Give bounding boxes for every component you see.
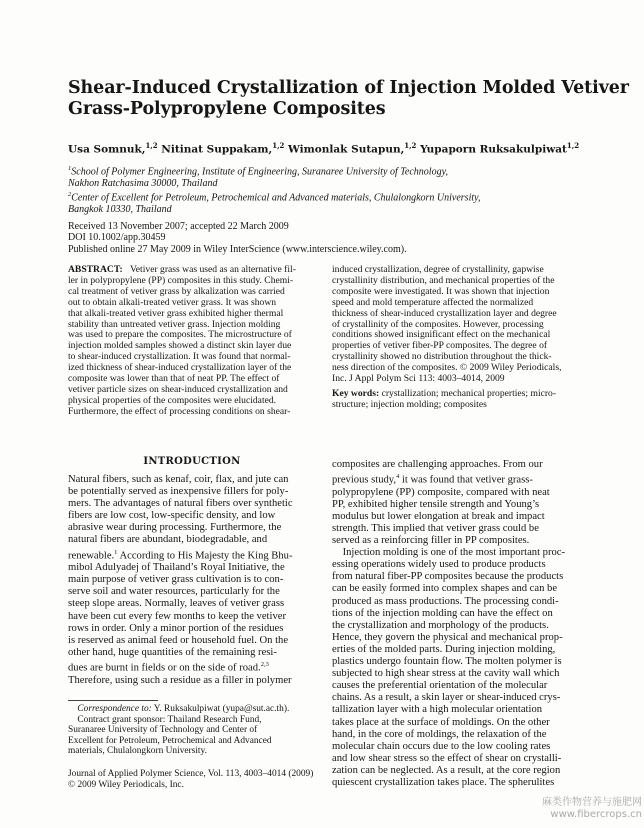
journal-info xyxy=(68,769,316,790)
correspondence-line xyxy=(68,704,316,715)
body-line xyxy=(68,474,316,486)
body-line xyxy=(332,620,582,632)
abstract-line: Inc. J Appl Polym Sci 113: 4003–4014, 2009 xyxy=(332,373,505,385)
body-line xyxy=(332,741,582,753)
body-text: modulus but lower elongation at break and impact xyxy=(332,510,545,522)
author-name: Usa Somnuk, xyxy=(68,143,146,156)
body-text: quiescent crystallization takes place. The spherulites xyxy=(332,776,555,788)
abstract-label: ABSTRACT: xyxy=(68,264,123,275)
body-text: According to His Majesty the King Bhu- xyxy=(117,550,293,562)
body-line xyxy=(68,486,316,498)
abstract-line: speed and mold temperature affected the normalized xyxy=(332,296,534,308)
abstract-line: properties of vetiver fiber-PP composites. The degree of xyxy=(332,340,548,352)
body-text: takes place at the surface of moldings. On the other xyxy=(332,716,550,728)
body-text: causes the preferential orientation of the molecular xyxy=(332,680,548,692)
grant-line: Excellent for Petroleum, Petrochemical and Advanced xyxy=(68,735,272,746)
body-line xyxy=(332,753,582,765)
body-text: subjected to high shear stress at the cavity wall which xyxy=(332,668,560,680)
paper-title xyxy=(68,78,628,120)
body-line xyxy=(68,598,316,610)
body-text: it was found that vetiver grass- xyxy=(399,474,533,486)
body-text: tions of the injection molding can have the effect on xyxy=(332,607,553,619)
published-online: Published online 27 May 2009 in Wiley InterScience (www.interscience.wiley.com). xyxy=(68,243,407,255)
grant-sponsor xyxy=(68,715,316,757)
abstract-text: Vetiver grass was used as an alternative fil- xyxy=(129,264,296,275)
doi[interactable]: DOI 10.1002/app.30459 xyxy=(68,232,166,244)
abstract-text: out to obtain alkali-treated vetiver grass. It was shown xyxy=(68,296,277,308)
publication-dates xyxy=(68,221,628,255)
body-line xyxy=(68,623,316,635)
body-text: produced as mass productions. The processing condi- xyxy=(332,595,559,607)
body-text: chains. As a result, a skin layer or shear-induced crys- xyxy=(332,692,561,704)
body-text: previous study, xyxy=(332,474,397,486)
body-line xyxy=(332,656,582,668)
abstract-text: was used to prepare the composites. The microstructure of xyxy=(68,329,292,341)
body-text: main purpose of vetiver grass cultivation is to con- xyxy=(68,574,284,586)
body-text: be potentially served as inexpensive fillers for poly- xyxy=(68,486,289,498)
body-text: and low shear stress so the effect of shear on crystalli- xyxy=(332,752,562,764)
body-text: Injection molding is one of the most important proc- xyxy=(332,547,566,559)
abstract-line: conditions showed insignificant effect on the mechanical xyxy=(332,329,551,341)
grant-line: Contract grant sponsor: Thailand Research Fund, xyxy=(68,714,262,725)
affiliation-line: Nakhon Ratchasima 30000, Thailand xyxy=(68,177,218,189)
title-line-1: Shear-Induced Crystallization of Injection Molded Vetiver xyxy=(68,78,629,98)
body-text: composites are challenging approaches. From our xyxy=(332,459,543,470)
abstract-right xyxy=(332,265,580,385)
body-line xyxy=(332,535,582,547)
abstract-text: vetiver particle sizes on shear-induced crystallization and xyxy=(68,383,288,395)
abstract-text: Furthermore, the effect of processing conditions on shear- xyxy=(68,405,291,417)
body-text: zation can be neglected. As a result, at the core region xyxy=(332,764,561,776)
body-text: is reserved as animal feed or household fuel. On the xyxy=(68,634,289,646)
intro-left-column xyxy=(68,474,316,687)
body-text: polypropylene (PP) composite, compared with neat xyxy=(332,486,550,498)
body-line xyxy=(332,729,582,741)
body-line xyxy=(332,596,582,608)
abstract-line: induced crystallization, degree of crystallinity, gapwise xyxy=(332,264,544,275)
body-line xyxy=(332,680,582,692)
body-line xyxy=(332,717,582,729)
abstract-text: that alkali-treated vetiver grass exhibited higher thermal xyxy=(68,307,284,319)
author-affil-sup: 1,2 xyxy=(272,141,285,150)
body-text: served as a reinforcing filler in PP composites. xyxy=(332,535,530,547)
abstract-line: ness direction of the composites. © 2009 Wiley Periodicals, xyxy=(332,362,562,374)
body-text: can be easily formed into complex shapes and can be xyxy=(332,583,558,595)
abstract-text: to shear-induced crystallization. It was found that normal- xyxy=(68,351,291,363)
body-line xyxy=(68,659,316,675)
title-line-2: Grass-Polypropylene Composites xyxy=(68,99,386,119)
body-line xyxy=(332,523,582,535)
body-line xyxy=(332,644,582,656)
body-line xyxy=(68,635,316,647)
body-line xyxy=(68,498,316,510)
body-line xyxy=(332,559,582,571)
abstract-text: composite was lower than that of neat PP. The effect of xyxy=(68,373,280,385)
body-text: tallization layer with a high molecular orientation xyxy=(332,704,543,716)
body-line xyxy=(332,704,582,716)
body-line xyxy=(332,487,582,499)
body-text: other hand, huge quantities of the remaining resi- xyxy=(68,646,277,658)
author-name: Yupaporn Ruksakulpiwat xyxy=(420,143,567,156)
author-list xyxy=(68,141,628,156)
body-line xyxy=(332,692,582,704)
copyright: © 2009 Wiley Periodicals, Inc. xyxy=(68,779,184,790)
body-line xyxy=(332,777,582,789)
abstract-line: composite were investigated. It was shown that injection xyxy=(332,285,550,297)
body-text: dues are burnt in fields or on the side of road. xyxy=(68,662,261,674)
citation-sup[interactable]: 4 xyxy=(396,473,400,481)
body-line xyxy=(68,586,316,598)
body-line xyxy=(332,632,582,644)
citation-sup[interactable]: 2,3 xyxy=(260,660,269,668)
abstract-text: injection molded samples showed a distinct skin layer due xyxy=(68,340,292,352)
body-text: mers. The advantages of natural fibers over synthetic xyxy=(68,498,293,510)
body-text: the crystallization and morphology of the products. xyxy=(332,619,549,631)
author-affil-sup: 1,2 xyxy=(566,141,580,150)
journal-citation: Journal of Applied Polymer Science, Vol. 113, 4003–4014 (2009) xyxy=(68,769,314,779)
abstract-text: cal treatment of vetiver grass by alkalization was carried xyxy=(68,285,285,297)
body-line xyxy=(68,647,316,659)
affiliation-line: Bangkok 10330, Thailand xyxy=(68,203,172,215)
body-line xyxy=(68,562,316,574)
body-text: have been cut every few months to keep the vetiver xyxy=(68,610,286,622)
body-text: natural fibers are abundant, biodegradable, and xyxy=(68,534,268,546)
abstract-line: crystallinity showed no distribution throughout the thick- xyxy=(332,351,552,363)
body-line xyxy=(332,668,582,680)
keywords-text: crystallization; mechanical properties; micro- xyxy=(379,388,557,399)
intro-right-column xyxy=(332,459,582,789)
body-line xyxy=(68,611,316,623)
affil-marker: 1 xyxy=(68,165,72,172)
body-line xyxy=(68,522,316,534)
body-text: renewable. xyxy=(68,550,115,562)
body-text: molecular chain occurs due to the low cooling rates xyxy=(332,740,551,752)
keywords-label: Key words: xyxy=(332,388,380,399)
body-text: steep slope areas. Normally, leaves of vetiver grass xyxy=(68,598,285,610)
body-text: rows in order. Only a minor portion of the residues xyxy=(68,622,284,634)
author-name: Nitinat Suppakam, xyxy=(161,143,273,156)
body-text: abrasive wear during processing. Furthermore, the xyxy=(68,522,282,534)
body-text: fibers are low cost, low-specific density, and low xyxy=(68,510,276,522)
abstract-text: ler in polypropylene (PP) composites in this study. Chemi- xyxy=(68,274,294,286)
body-line xyxy=(332,571,582,583)
abstract-line: of crystallinity of the composites. However, processing xyxy=(332,318,544,330)
body-text: hand, in the core of moldings, the relaxation of the xyxy=(332,728,547,740)
abstract-line: thickness of shear-induced crystallization layer and degree xyxy=(332,307,557,319)
received-date: Received 13 November 2007; accepted 22 March 2009 xyxy=(68,221,289,232)
body-text: erties of the molded parts. During injection molding, xyxy=(332,643,556,655)
body-text: Therefore, using such a residue as a filler in polymer xyxy=(68,674,292,686)
body-text: Hence, they govern the physical and mechanical prop- xyxy=(332,631,563,643)
footnote-rule xyxy=(68,700,158,701)
abstract-line xyxy=(68,407,316,418)
body-text: Natural fibers, such as kenaf, coir, flax, and jute can xyxy=(68,474,289,485)
body-line xyxy=(68,675,316,687)
abstract-left xyxy=(68,265,316,418)
body-text: mibol Adulyadej of Thailand’s Royal Initiative, the xyxy=(68,562,285,574)
body-line xyxy=(68,510,316,522)
body-text: from natural fiber-PP composites because the products xyxy=(332,571,564,583)
watermark-line-2: www.fibercrops.cn xyxy=(550,809,642,820)
watermark xyxy=(532,797,642,821)
body-line xyxy=(332,547,582,559)
body-line xyxy=(68,547,316,563)
body-line xyxy=(332,583,582,595)
body-line xyxy=(332,765,582,777)
introduction-heading: INTRODUCTION xyxy=(143,456,241,467)
body-line xyxy=(332,459,582,471)
abstract-line: crystallinity distribution, and mechanical properties of the xyxy=(332,274,555,286)
grant-line: materials, Chulalongkorn University. xyxy=(68,746,207,757)
body-text: serve soil and water resources, particularly for the xyxy=(68,586,280,598)
author-affil-sup: 1,2 xyxy=(145,141,158,150)
correspondence-text: Y. Ruksakulpiwat (yupa@sut.ac.th). xyxy=(151,704,290,714)
abstract-text: stability than untreated vetiver grass. Injection molding xyxy=(68,318,281,330)
affil-marker: 2 xyxy=(68,191,72,199)
body-line xyxy=(68,534,316,546)
affil-text: School of Polymer Engineering, Institute of Engineering, Suranaree University of Technology, xyxy=(71,166,448,178)
keywords xyxy=(332,389,580,411)
body-line xyxy=(332,608,582,620)
affil-text: Center of Excellent for Petroleum, Petrochemical and Advanced materials, Chulalongkorn University, xyxy=(71,192,481,204)
author-affil-sup: 1,2 xyxy=(404,141,417,150)
body-line xyxy=(332,471,582,487)
abstract-text: ized thickness of shear-induced crystallization layer of the xyxy=(68,362,292,374)
body-line xyxy=(332,511,582,523)
author-name: Wimonlak Sutapun, xyxy=(288,143,405,156)
watermark-line-1: 麻类作物营养与施肥网 xyxy=(542,797,642,808)
affiliations xyxy=(68,163,628,215)
body-text: essing operations widely used to produce products xyxy=(332,559,546,571)
body-text: plastics undergo fountain flow. The molten polymer is xyxy=(332,656,562,668)
keywords-line: structure; injection molding; composites xyxy=(332,398,487,410)
affiliation-line xyxy=(68,163,628,178)
body-text: strength. This implied that vetiver grass could be xyxy=(332,523,539,534)
footnote xyxy=(68,704,316,757)
citation-sup[interactable]: 1 xyxy=(114,548,118,556)
grant-line: Suranaree University of Technology and Center of xyxy=(68,725,258,736)
body-line xyxy=(332,499,582,511)
abstract-text: physical properties of the composites were elucidated. xyxy=(68,394,277,406)
body-text: PP, exhibited higher tensile strength and Young’s xyxy=(332,498,540,510)
correspondence-label: Correspondence to: xyxy=(77,704,152,714)
body-line xyxy=(68,574,316,586)
affiliation-line xyxy=(68,189,628,204)
